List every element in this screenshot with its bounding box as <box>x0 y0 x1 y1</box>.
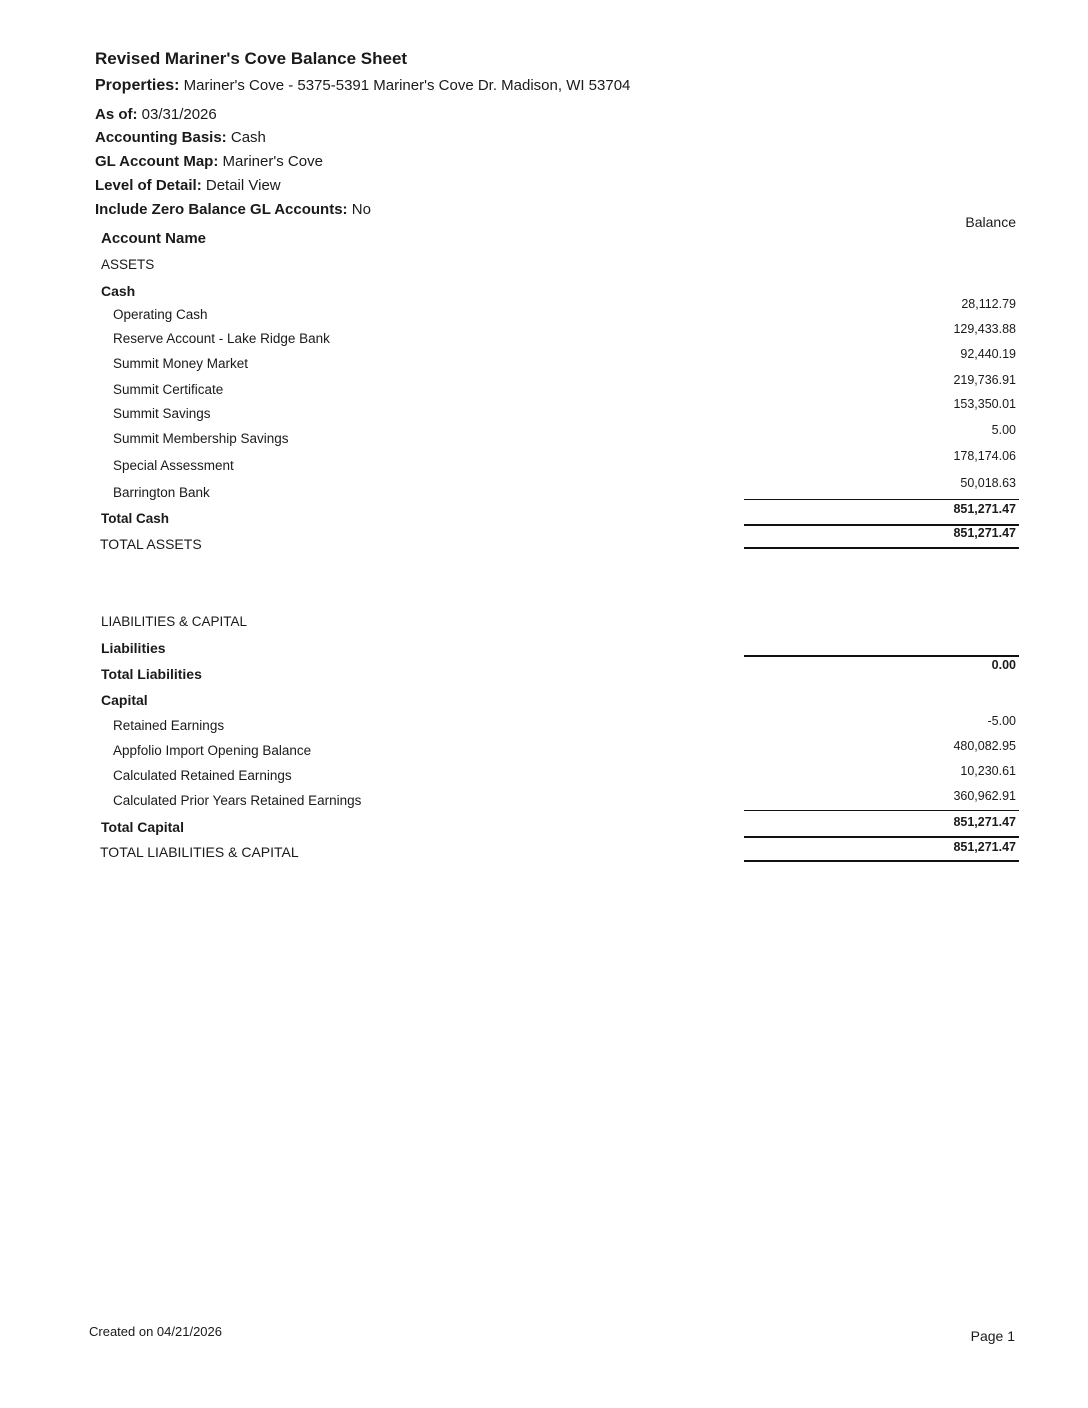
account-name: Retained Earnings <box>113 718 225 733</box>
account-name: Reserve Account - Lake Ridge Bank <box>113 331 330 346</box>
account-name: Calculated Retained Earnings <box>113 768 292 783</box>
total-liabilities-value: 0.00 <box>991 658 1016 672</box>
meta-properties <box>95 77 630 95</box>
account-balance: 92,440.19 <box>960 347 1016 361</box>
table-row <box>0 764 1088 788</box>
assets-heading: ASSETS <box>101 257 155 272</box>
account-balance: 219,736.91 <box>953 373 1016 387</box>
table-row <box>0 449 1088 478</box>
meta-as-of-key: As of: <box>95 106 138 123</box>
account-balance: 50,018.63 <box>960 476 1016 490</box>
total-assets-row <box>0 526 1088 556</box>
table-row <box>0 347 1088 376</box>
meta-level-of-detail-key: Level of Detail: <box>95 177 202 194</box>
account-name: Summit Membership Savings <box>113 431 289 446</box>
assets-heading-row <box>0 257 1088 277</box>
total-assets-label: TOTAL ASSETS <box>100 536 202 552</box>
meta-level-of-detail-value: Detail View <box>205 177 281 194</box>
meta-include-zero <box>95 201 371 218</box>
total-capital-value: 851,271.47 <box>953 815 1016 829</box>
account-balance: -5.00 <box>987 714 1016 728</box>
subtotal-rule <box>744 499 1019 500</box>
account-balance: 5.00 <box>991 423 1016 437</box>
meta-gl-account-map-key: GL Account Map: <box>95 153 219 170</box>
grand-total-rule <box>744 547 1019 549</box>
account-name: Special Assessment <box>113 458 234 473</box>
grand-total-rule <box>744 860 1019 862</box>
capital-heading-row <box>0 692 1088 712</box>
page-number: Page 1 <box>970 1328 1015 1344</box>
table-row <box>0 714 1088 738</box>
subtotal-rule <box>744 655 1019 657</box>
total-assets-value: 851,271.47 <box>953 526 1016 540</box>
account-name: Summit Money Market <box>113 356 249 371</box>
account-balance: 153,350.01 <box>953 397 1016 411</box>
total-capital-label: Total Capital <box>101 819 184 835</box>
subtotal-rule <box>744 810 1019 811</box>
capital-heading: Capital <box>101 692 148 708</box>
report-title: Revised Mariner's Cove Balance Sheet <box>95 49 408 68</box>
table-row <box>0 397 1088 426</box>
liabilities-heading: Liabilities <box>101 640 166 656</box>
meta-as-of-value: 03/31/2026 <box>141 106 217 123</box>
total-cash-label: Total Cash <box>101 511 170 526</box>
meta-include-zero-key: Include Zero Balance GL Accounts: <box>95 201 348 218</box>
column-header-account-name: Account Name <box>101 230 207 247</box>
meta-accounting-basis-value: Cash <box>230 129 266 146</box>
account-balance: 28,112.79 <box>961 297 1016 311</box>
total-cash-value: 851,271.47 <box>953 502 1016 516</box>
account-balance: 360,962.91 <box>953 789 1016 803</box>
account-balance: 178,174.06 <box>953 449 1016 463</box>
account-name: Calculated Prior Years Retained Earnings <box>113 793 362 808</box>
meta-level-of-detail <box>95 177 281 194</box>
cash-heading: Cash <box>101 283 136 299</box>
table-row <box>0 322 1088 351</box>
meta-accounting-basis-key: Accounting Basis: <box>95 129 227 146</box>
total-liabilities-capital-value: 851,271.47 <box>953 840 1016 854</box>
account-name: Barrington Bank <box>113 485 210 500</box>
account-balance: 480,082.95 <box>953 739 1016 753</box>
liabilities-capital-heading: LIABILITIES & CAPITAL <box>101 614 248 629</box>
account-balance: 129,433.88 <box>953 322 1016 336</box>
created-on-footer: Created on 04/21/2026 <box>89 1324 222 1339</box>
total-liabilities-row <box>0 658 1088 686</box>
table-row <box>0 739 1088 763</box>
total-rule <box>744 836 1019 838</box>
meta-include-zero-value: No <box>351 201 371 218</box>
table-row <box>0 423 1088 451</box>
total-liabilities-capital-label: TOTAL LIABILITIES & CAPITAL <box>100 844 299 860</box>
meta-accounting-basis <box>95 129 266 146</box>
meta-as-of <box>95 106 217 123</box>
total-liabilities-label: Total Liabilities <box>101 666 202 682</box>
meta-gl-account-map <box>95 153 323 170</box>
account-name: Operating Cash <box>113 307 208 322</box>
table-row <box>0 476 1088 505</box>
liabilities-heading-row <box>0 640 1088 660</box>
account-name: Summit Savings <box>113 406 211 421</box>
liabilities-capital-heading-row <box>0 614 1088 634</box>
meta-properties-key: Properties: <box>95 77 180 94</box>
total-cash-row <box>0 502 1088 531</box>
meta-gl-account-map-value: Mariner's Cove <box>222 153 323 170</box>
account-name: Appfolio Import Opening Balance <box>113 743 312 758</box>
cash-heading-row <box>0 283 1088 303</box>
column-header-balance: Balance <box>965 214 1016 230</box>
account-name: Summit Certificate <box>113 382 224 397</box>
account-balance: 10,230.61 <box>960 764 1016 778</box>
table-row <box>0 373 1088 402</box>
meta-properties-value: Mariner's Cove - 5375-5391 Mariner's Cove Dr. Madison, WI 53704 <box>183 77 631 94</box>
table-row <box>0 297 1088 327</box>
